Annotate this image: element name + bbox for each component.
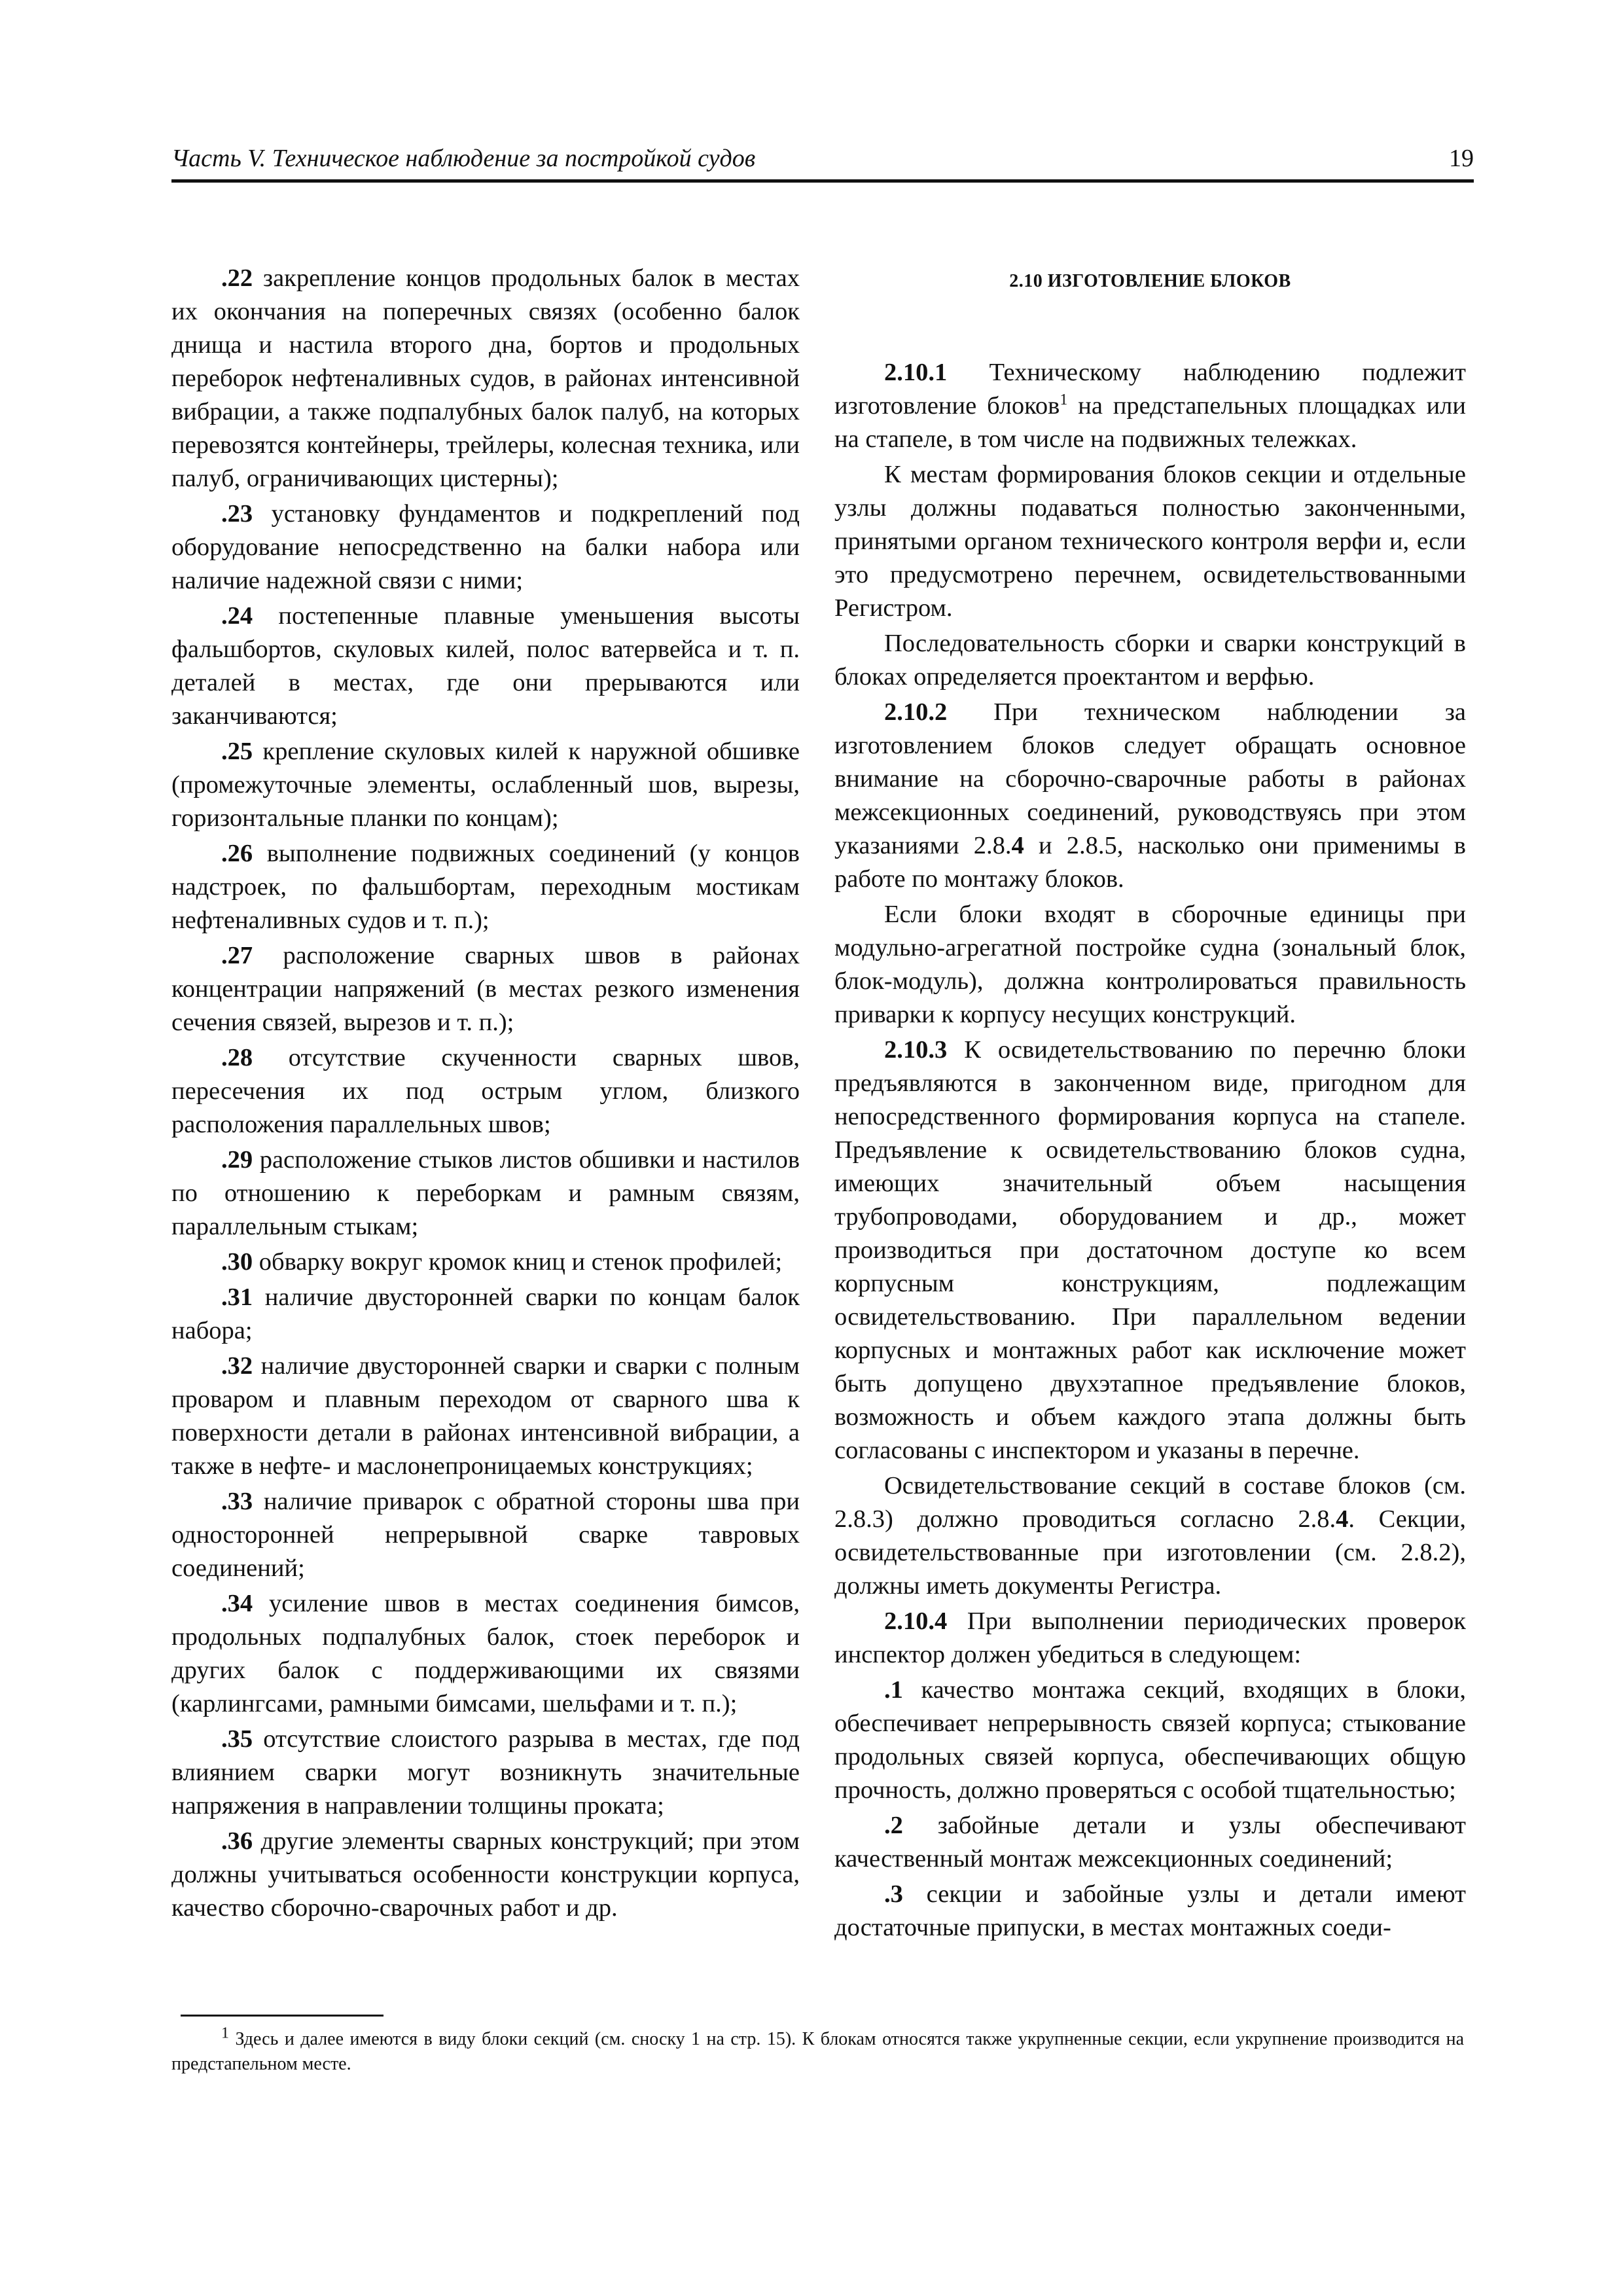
clause-text: закрепление концов продольных балок в местах их окончания на поперечных связях (особенно балок днища и настила второго дна, бортов и продольных переборок нефтеналивных судов, в районах интенсивной вибрации, а также подпалубных балок палуб, на которых перевозятся контейнеры, трейлеры, колесная техника, или палуб, ограничивающих цистерны); <box>171 264 800 492</box>
clause-item <box>171 1041 800 1141</box>
page-header <box>171 143 1474 183</box>
clause-item <box>834 1674 1466 1807</box>
clause-text: забойные детали и узлы обеспечивают качественный монтаж межсекционных соединений; <box>834 1812 1466 1873</box>
paragraph-text: К освидетельствованию по перечню блоки предъявляются в законченном виде, пригодном для непосредственного формирования корпуса на стапеле. Предъявление к освидетельствованию блоков судна, имеющих значительный объем насыщения трубопроводами, оборудованием и др., может производиться при достаточном доступе ко всем корпусным конструкциям, подлежащим освидетельствованию. При параллельном ведении корпусных и монтажных работ как исключение может быть допущено двухэтапное предъявление блоков, возможность и объем каждого этапа должны быть согласованы с инспектором и указаны в перечне. <box>834 1036 1466 1464</box>
clause-item <box>834 1878 1466 1945</box>
clause-item <box>171 1485 800 1585</box>
clause-text: наличие приварок с обратной стороны шва при односторонней непрерывной сварке тавровых соединений; <box>171 1488 800 1582</box>
left-column <box>171 262 800 1925</box>
clause-text: расположение сварных швов в районах концентрации напряжений (в местах резкого изменения сечения связей, вырезов и т. п.); <box>171 942 800 1036</box>
paragraph-text: на предстапельных площадках или на стапеле, в том числе на подвижных тележках. <box>834 392 1466 453</box>
clause-number: .30 <box>221 1248 253 1276</box>
clause-text: наличие двусторонней сварки по концам балок набора; <box>171 1283 800 1344</box>
clause-text: установку фундаментов и подкреплений под оборудование непосредственно на балки набора или наличие надежной связи с ними; <box>171 500 800 594</box>
clause-number: .27 <box>221 942 253 969</box>
clause-item <box>171 1350 800 1483</box>
clause-text: другие элементы сварных конструкций; при этом должны учитываться особенности конструкции корпуса, качество сборочно-сварочных работ и др. <box>171 1827 800 1922</box>
paragraph-text: При выполнении периодических проверок инспектор должен убедиться в следующем: <box>834 1607 1466 1668</box>
clause-number: .33 <box>221 1488 253 1515</box>
footnote-text: Здесь и далее имеются в виду блоки секций (см. сноску 1 на стр. 15). К блокам относятся также укрупненные секции, если укрупнение производится на предстапельном месте. <box>171 2029 1464 2074</box>
clause-number: .31 <box>221 1283 253 1311</box>
clause-number: .25 <box>221 738 253 765</box>
clause-number: .34 <box>221 1590 253 1617</box>
right-column <box>834 262 1466 1945</box>
clause-number: .28 <box>221 1044 253 1071</box>
clause-number: .26 <box>221 840 253 867</box>
paragraph: К местам формирования блоков секции и отдельные узлы должны подаваться полностью законченными, принятыми органом технического контроля верфи и, если это предусмотрено перечнем, освидетельствованными Регистром. <box>834 461 1466 622</box>
clause-item <box>171 939 800 1039</box>
clause-text: отсутствие скученности сварных швов, пересечения их под острым углом, близкого расположения параллельных швов; <box>171 1044 800 1138</box>
paragraph: Последовательность сборки и сварки конструкций в блоках определяется проектантом и верфью. <box>834 630 1466 691</box>
clause-item <box>171 1587 800 1721</box>
clause-number: .24 <box>221 602 253 630</box>
clause-number: 2.10.1 <box>884 359 948 386</box>
clause-item <box>171 1143 800 1244</box>
clause-text: крепление скуловых килей к наружной обшивке (промежуточные элементы, ослабленный шов, вырезы, горизонтальные планки по концам); <box>171 738 800 832</box>
clause-number: .36 <box>221 1827 253 1855</box>
clause-item <box>171 735 800 835</box>
clause-item <box>171 837 800 937</box>
clause-number: .22 <box>221 264 253 292</box>
paragraph-text: Освидетельствование секций в составе блоков (см. 2.8.3) должно проводиться согласно 2.8. <box>834 1472 1466 1533</box>
clause-number: .1 <box>884 1676 903 1704</box>
bold-reference: 4 <box>1011 832 1024 859</box>
clause-item <box>171 497 800 598</box>
clause-item <box>834 1809 1466 1876</box>
clause-item <box>171 1246 800 1279</box>
paragraph <box>834 1469 1466 1603</box>
clause-item <box>171 1825 800 1925</box>
paragraph-2-10-4 <box>834 1605 1466 1672</box>
clause-number: 2.10.3 <box>884 1036 948 1064</box>
clause-number: 2.10.4 <box>884 1607 948 1635</box>
clause-text: постепенные плавные уменьшения высоты фальшбортов, скуловых килей, полос ватервейса и т. п. деталей в местах, где они прерываются или заканчиваются; <box>171 602 800 730</box>
paragraph-2-10-2 <box>834 696 1466 896</box>
clause-number: .35 <box>221 1725 253 1753</box>
clause-text: усиление швов в местах соединения бимсов, продольных подпалубных балок, стоек переборок и других балок с поддерживающими их связями (карлингсами, рамными бимсами, шельфами и т. п.); <box>171 1590 800 1717</box>
footnote-reference: 1 <box>1060 391 1068 409</box>
clause-item <box>171 600 800 733</box>
clause-text: обварку вокруг кромок книц и стенок профилей; <box>253 1248 783 1276</box>
footnote-mark: 1 <box>221 2024 229 2042</box>
clause-text: отсутствие слоистого разрыва в местах, где под влиянием сварки могут возникнуть значительные напряжения в направлении толщины проката; <box>171 1725 800 1820</box>
clause-item <box>171 1723 800 1823</box>
clause-text: наличие двусторонней сварки и сварки с полным проваром и плавным переходом от сварного шва к поверхности детали в районах интенсивной вибрации, а также в нефте- и маслонепроницаемых конструкциях; <box>171 1352 800 1480</box>
paragraph-text: При техническом наблюдении за изготовлением блоков следует обращать основное внимание на сборочно-сварочные работы в районах межсекционных соединений, руководствуясь при этом указаниями 2.8. <box>834 698 1466 859</box>
running-title: Часть V. Техническое наблюдение за постройкой судов <box>171 145 756 172</box>
section-heading: 2.10 ИЗГОТОВЛЕНИЕ БЛОКОВ <box>1009 271 1291 291</box>
paragraph-text: и 2.8.5, насколько они применимы в работе по монтажу блоков. <box>834 832 1466 893</box>
paragraph-text: Техническому наблюдению подлежит изготовление блоков <box>834 359 1466 420</box>
clause-text: качество монтажа секций, входящих в блоки, обеспечивает непрерывность связей корпуса; стыкование продольных связей корпуса, обеспечивающих общую прочность, должно проверяться с особой тщательностью; <box>834 1676 1466 1804</box>
clause-number: 2.10.2 <box>884 698 948 726</box>
paragraph-2-10-3 <box>834 1033 1466 1467</box>
clause-text: расположение стыков листов обшивки и настилов по отношению к переборкам и рамным связям, параллельным стыкам; <box>171 1146 800 1240</box>
clause-number: .29 <box>221 1146 253 1174</box>
clause-text: секции и забойные узлы и детали имеют достаточные припуски, в местах монтажных соеди- <box>834 1880 1466 1941</box>
paragraph-text: . Секции, освидетельствованные при изготовлении (см. 2.8.2), должны иметь документы Регистра. <box>834 1505 1466 1600</box>
clause-number: .3 <box>884 1880 903 1908</box>
clause-number: .32 <box>221 1352 253 1380</box>
clause-number: .23 <box>221 500 253 528</box>
paragraph: Если блоки входят в сборочные единицы при модульно-агрегатной постройке судна (зональный блок, блок-модуль), должна контролироваться правильность приварки к корпусу несущих конструкций. <box>834 901 1466 1028</box>
footnote-divider <box>181 2015 383 2017</box>
clause-item <box>171 1281 800 1348</box>
clause-item <box>171 262 800 495</box>
paragraph-2-10-1 <box>834 356 1466 456</box>
bold-reference: 4 <box>1336 1505 1349 1533</box>
page-number: 19 <box>1449 145 1474 172</box>
footnote <box>171 2024 1464 2077</box>
clause-text: выполнение подвижных соединений (у концов надстроек, по фальшбортам, переходным мостикам нефтеналивных судов и т. п.); <box>171 840 800 934</box>
clause-number: .2 <box>884 1812 903 1839</box>
